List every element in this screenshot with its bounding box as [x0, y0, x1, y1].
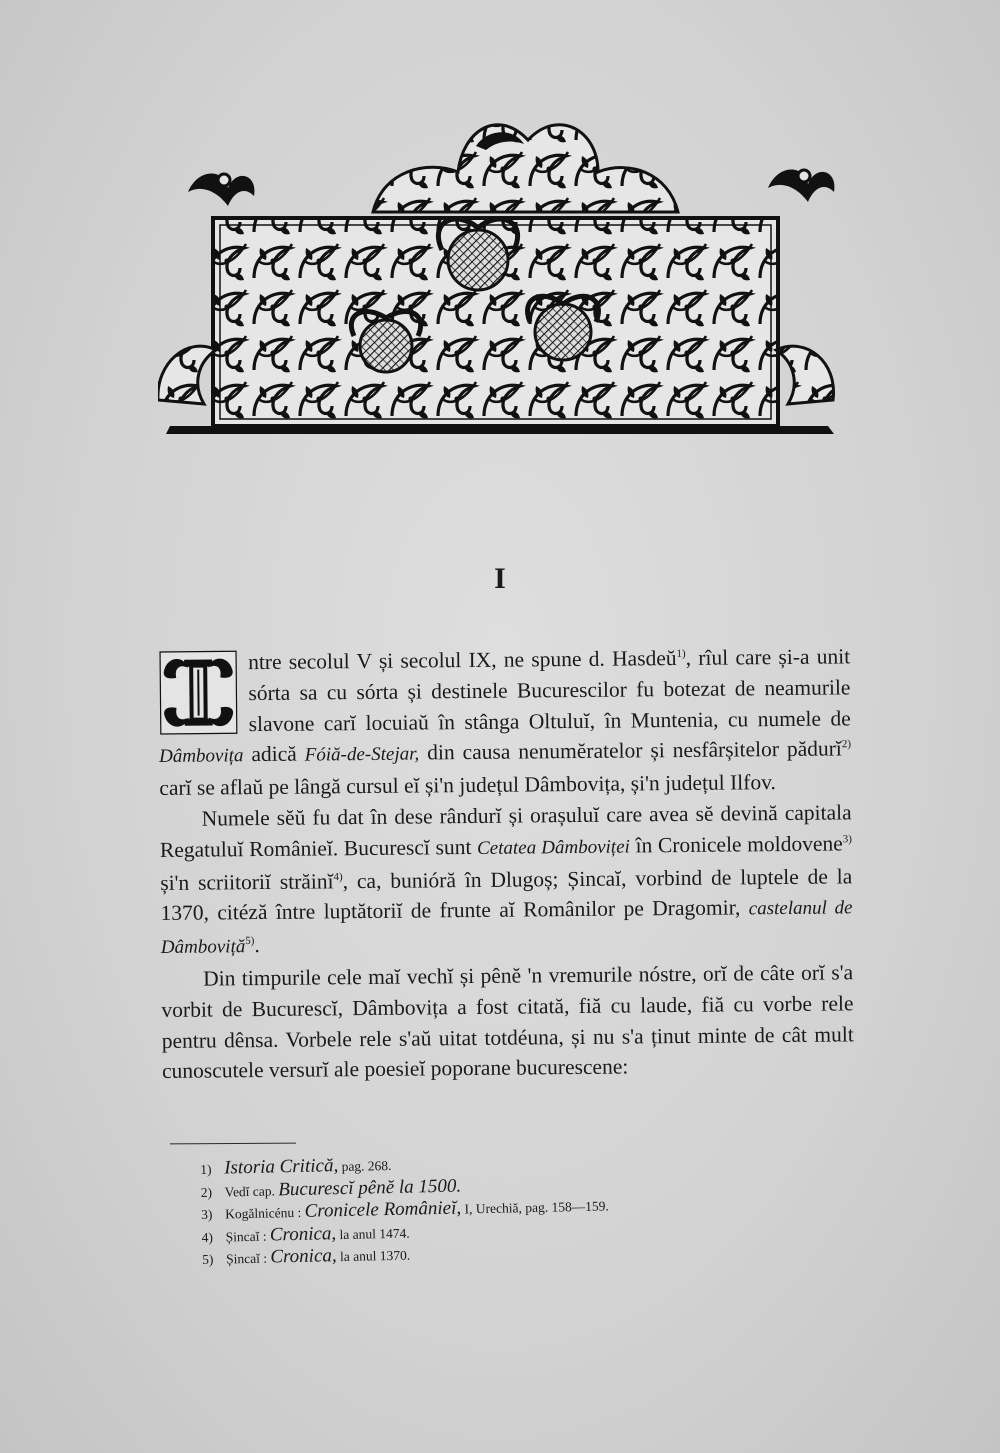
- footnote-text: Șincaĭ :: [225, 1228, 271, 1244]
- italic-term: castelanul de Dâmboviță: [160, 897, 853, 959]
- footnote-separator: [170, 1143, 296, 1145]
- footnote-number: 1): [200, 1161, 212, 1177]
- footnote-ref-5: 5): [245, 935, 255, 948]
- footnote-number: 3): [201, 1206, 213, 1222]
- paragraph-text: .: [254, 933, 260, 958]
- footnote-number: 5): [201, 1251, 214, 1267]
- italic-term: Cetatea Dâmboviței: [476, 836, 630, 859]
- footnote-title: Cronica,: [270, 1245, 337, 1268]
- paragraph-text: din causa nenumĕratelor și nesfârșitelor pădurĭ: [419, 736, 842, 765]
- footnote-text: la anul 1474.: [336, 1225, 410, 1242]
- paragraph-text: , ca, bunióră în Dlugoș; Șincaĭ, vorbind de luptele de la 1370, citéză între luptătoriĭ de frunte aĭ Românilor pe Dragomir,: [160, 863, 853, 926]
- paragraph-text: Numele sĕŭ fu dat în dese rândurĭ și orașuluĭ care avea sĕ devină capitala Regatuluĭ Românieĭ. Bucurescĭ sunt: [159, 800, 852, 862]
- footnote-text: Kogălnicénu :: [225, 1204, 305, 1222]
- footnotes: [200, 1145, 802, 1270]
- footnote-title: Cronicele Românieĭ,: [304, 1197, 462, 1222]
- footnote-text: pag. 268.: [338, 1157, 392, 1175]
- footnote-number: 2): [200, 1184, 213, 1200]
- footnote-ref-3: 3): [842, 832, 852, 846]
- paragraph-2: [159, 797, 853, 964]
- paragraph-1: [158, 641, 851, 804]
- paragraph-text: și'n scriitoriĭ străinĭ: [160, 868, 334, 895]
- chapter-number: I: [494, 562, 506, 595]
- paragraph-text: carĭ se aflaŭ pe lângă cursul eĭ și'n județul Dâmbovița, și'n județul Ilfov.: [159, 770, 776, 801]
- paragraph-text: în Cronicele moldovene: [629, 831, 843, 858]
- paragraph-text: Din timpurile cele maĭ vechĭ și pênĕ 'n vremurile nóstre, orĭ de câte orĭ s'a vorbit de Bucurescĭ, Dâmbovița a fost citată, fiă cu laude, fiă cu vorbe rele pentru dênsa. Vorbele rele s'aŭ uitat totdéuna, și nu s'a ținut minte de cât mult cunoscutele versurĭ ale poesieĭ poporane bucurescene:: [161, 960, 854, 1084]
- footnote-text: Șincaĭ :: [225, 1250, 271, 1267]
- footnote-text: I, Urechiă, pag. 158—159.: [461, 1198, 610, 1217]
- chapter-text: [158, 641, 854, 1087]
- footnote-text: la anul 1370.: [336, 1247, 411, 1265]
- paragraph-text: , rîul care și-a unit sórta sa cu sórta și destinele Bucurescilor fu botezat de neamurile slavone carĭ locuiaŭ în stânga Oltuluĭ, în Muntenia, cu numele de: [248, 644, 851, 736]
- paragraph-text: adică: [243, 741, 305, 767]
- footnote-text: Vedĭ cap.: [224, 1182, 279, 1199]
- footnote-number: 4): [201, 1229, 214, 1245]
- paragraph-3: [161, 957, 854, 1087]
- footnote-title: Istoria Critică,: [223, 1155, 339, 1179]
- ornamental-headpiece: [158, 100, 838, 445]
- footnote-ref-4: 4): [333, 870, 343, 883]
- italic-term: Dâmbovița: [158, 745, 244, 768]
- paragraph-text: ntre secolul V și secolul IX, ne spune d. Hasdeŭ: [248, 646, 677, 675]
- decorated-initial-icon: [158, 649, 239, 736]
- decorated-initial: [158, 649, 239, 736]
- italic-term: Fóiă-de-Stejar,: [304, 743, 420, 766]
- footnote-ref-2: 2): [841, 738, 852, 751]
- footnote-title: Cronica,: [269, 1222, 337, 1246]
- footnote-title: Bucurescĭ pênĕ la 1500.: [278, 1175, 462, 1200]
- footnote-ref-1: 1): [676, 647, 686, 660]
